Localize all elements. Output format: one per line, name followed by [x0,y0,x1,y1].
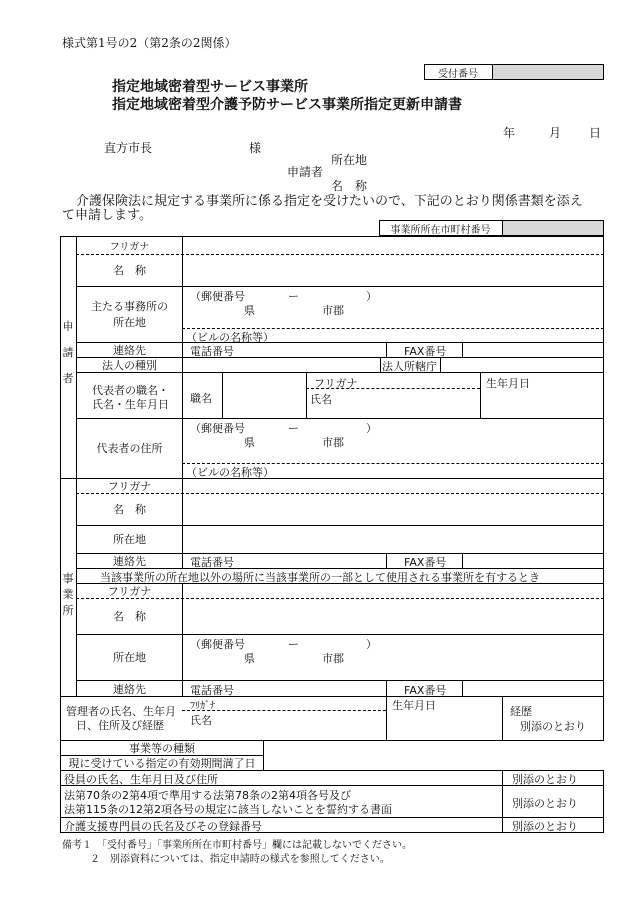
date-month: 月 [549,126,562,140]
applicant-corp-office-label: 法人所轄庁 [382,360,437,373]
applicant-rep-address-label: 代表者の住所 [96,442,163,455]
manager-label-2: 日、住所及び経歴 [76,719,164,732]
rep-postal-dash: ー [288,422,299,435]
intro-line-1: 介護保険法に規定する事業所に係る指定を受けたいので、下記のとおり関係書類を添え [76,194,583,209]
applicant-address-label: 所在地 [331,153,368,167]
office-furigana-label: フリガナ [107,479,152,493]
office-city-label: 市郡 [322,652,344,665]
pledge-line-1: 法第70条の2第4項で準用する法第78条の2第4項各号及び [64,789,351,802]
applicant-phone-label: 電話番号 [190,345,234,358]
office-contact2-label: 連絡先 [113,682,146,696]
officers-value: 別添のとおり [512,773,578,786]
manager-attached: 別添のとおり [520,720,586,733]
office-name-label: 名 称 [113,503,146,516]
applicant-rep-furigana-label: フリガナ [314,377,358,390]
rep-pref-label: 県 [244,436,255,449]
applicant-contact-label: 連絡先 [113,343,146,357]
office-address-label: 所在地 [113,533,146,546]
office-fax2-label: FAX番号 [404,684,447,697]
municipality-field [503,221,603,235]
applicant-postal-dash: ー [288,290,299,303]
title-line-1: 指定地域密着型サービス事業所 [112,79,308,95]
manager-birth-label: 生年月日 [392,699,436,712]
applicant-rep-label-1: 代表者の職名・ [92,384,169,397]
applicant-name-label: 名 称 [113,264,146,277]
office-postal-dash: ー [288,638,299,651]
pledge-line-2: 法第115条の12第2項各号の規定に該当しないことを誓約する書面 [64,803,392,816]
date-year: 年 [503,126,516,140]
office-postal-close: ） [366,638,377,651]
office-side-label: 事 業 所 [62,572,74,617]
note-1: 備考１ 「受付番号」「事業所所在市町村番号」欄には記載しないでください。 [62,840,412,851]
office-postal-label: （郵便番号 [190,638,245,651]
applicant-rep-label-2: 氏名・生年月日 [92,398,169,411]
municipality-label: 事業所所在市町村番号 [390,224,491,236]
office-other-note: 当該事業所の所在地以外の場所に当該事業所の一部として使用される事業所を有するとき [100,571,540,584]
manager-label-1: 管理者の氏名、生年月 [66,705,176,718]
office-furigana2-label: フリガナ [107,584,152,598]
applicant-office-address-label: 主たる事務所の所在地 [91,300,168,329]
office-fax-label: FAX番号 [404,556,447,569]
applicant-pref-label: 県 [244,304,255,317]
manager-name-label: 氏名 [190,714,212,727]
applicant-corp-type-label: 法人の種別 [102,358,157,372]
applicant-name-label: 名 称 [331,179,368,193]
applicant-rep-name-label: 氏名 [310,393,332,406]
addressee-name: 直方市長 [104,141,153,155]
validity-label: 現に受けている指定の有効期間満了日 [68,757,256,770]
applicant-city-label: 市郡 [322,304,344,317]
office-pref-label: 県 [244,652,255,665]
rep-postal-label: （郵便番号 [190,422,245,435]
manager-career-label: 経歴 [510,705,532,718]
care-manager-label: 介護支援専門員の氏名及びその登録番号 [64,820,262,833]
reception-number-label: 受付番号 [438,68,478,80]
manager-furigana-label: ﾌﾘｶﾞﾅ [190,701,215,712]
applicant-building-label: （ビルの名称等） [186,331,274,344]
applicant-rep-title-label: 職名 [190,392,212,405]
rep-city-label: 市郡 [322,436,344,449]
office-address2-label: 所在地 [113,651,146,664]
applicant-label: 申請者 [287,165,324,179]
applicant-postal-label: （郵便番号 [190,290,245,303]
note-2: ２ 別添資料については、指定申請時の様式を参照してください。 [90,854,390,865]
addressee-honorific: 様 [249,141,262,155]
care-manager-value: 別添のとおり [512,820,578,833]
applicant-furigana-label: フリガナ [109,241,150,253]
reception-number-field [493,65,603,79]
office-contact-label: 連絡先 [113,554,146,568]
office-phone2-label: 電話番号 [190,684,234,697]
applicant-rep-birth-label: 生年月日 [486,377,530,390]
rep-building-label: （ビルの名称等） [186,466,274,479]
pledge-value: 別添のとおり [512,797,578,810]
applicant-furigana-input[interactable] [186,238,596,252]
office-name2-label: 名 称 [113,610,146,623]
applicant-side-label: 申 請 者 [62,320,74,385]
applicant-name-input[interactable] [186,260,596,280]
applicant-postal-close: ） [366,290,377,303]
form-number: 様式第1号の2（第2条の2関係） [62,36,237,50]
office-phone-label: 電話番号 [190,556,234,569]
applicant-fax-label: FAX番号 [404,345,447,358]
officers-label: 役員の氏名、生年月日及び住所 [64,773,218,786]
date-day: 日 [589,126,602,140]
rep-postal-close: ） [366,422,377,435]
title-line-2: 指定地域密着型介護予防サービス事業所指定更新申請書 [112,97,462,113]
intro-line-2: て申請します。 [62,208,152,223]
business-type-label: 事業等の種類 [129,742,195,755]
